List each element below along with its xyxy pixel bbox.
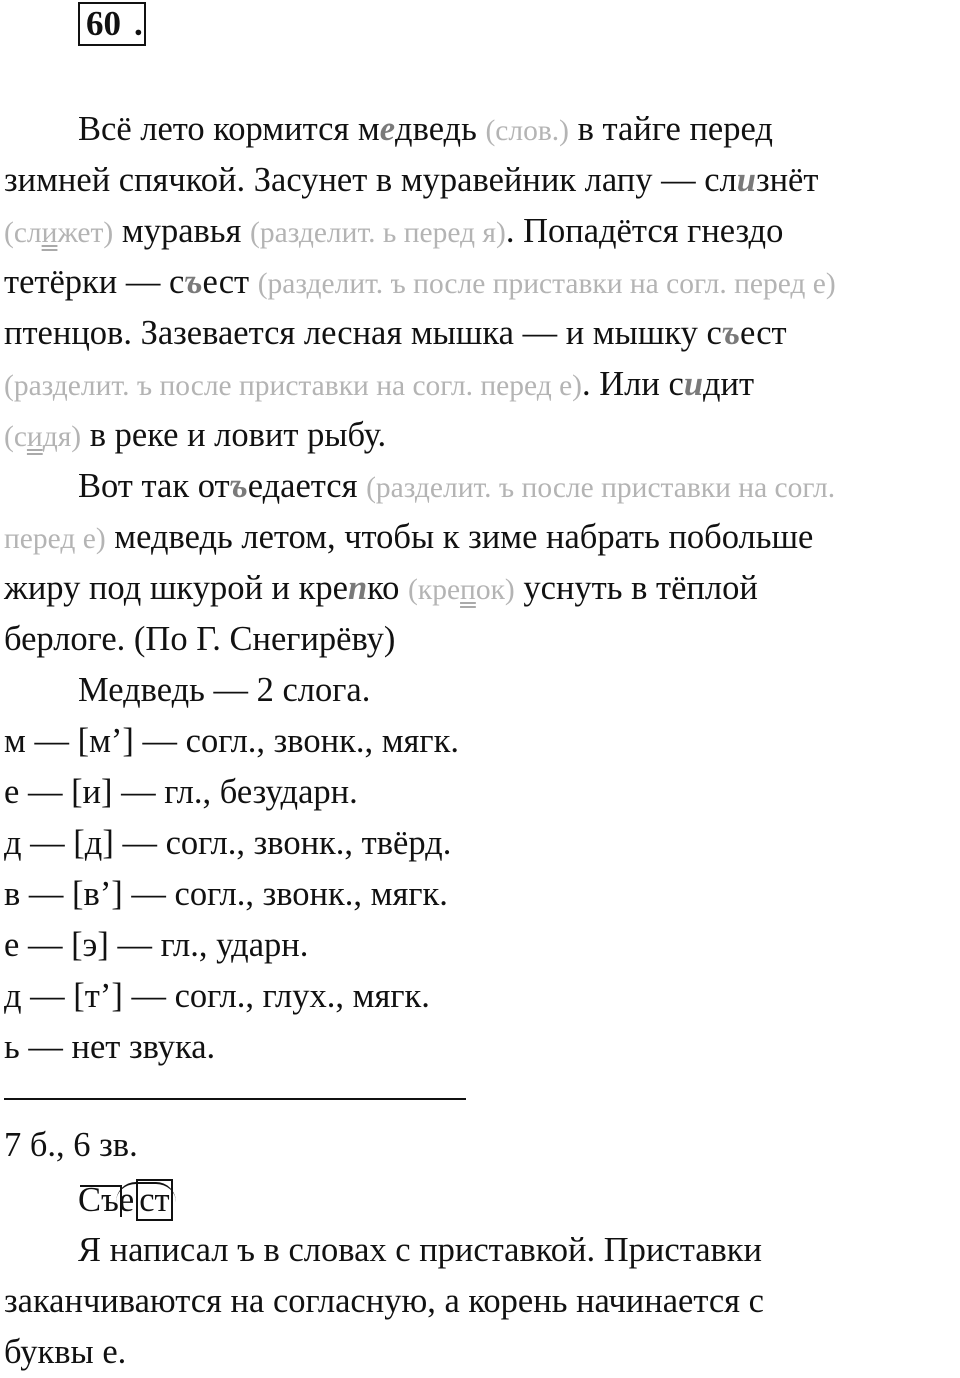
text-line-10: жиру под шкурой и крепко (крепок) уснуть в тёплой xyxy=(4,569,758,607)
morpheme-word xyxy=(78,1180,173,1220)
analysis-row: е — [э] — гл., ударн. xyxy=(4,926,309,964)
conclusion-line: заканчиваются на согласную, а корень начинается с xyxy=(4,1282,764,1320)
text-line-4: тетёрки — съест (разделит. ъ после приставки на согл. перед е) xyxy=(4,263,836,301)
analysis-row: ь — нет звука. xyxy=(4,1028,216,1066)
analysis-title: Медведь — 2 слога. xyxy=(78,671,371,709)
text-line-5: птенцов. Зазевается лесная мышка — и мышку съест xyxy=(4,314,787,352)
morpheme-hard-sign: ъ xyxy=(101,1181,119,1219)
analysis-row: е — [и] — гл., безударн. xyxy=(4,773,358,811)
morpheme-suffix: ст xyxy=(136,1179,172,1221)
analysis-row: д — [д] — согл., звонк., твёрд. xyxy=(4,824,452,862)
conclusion-line: буквы е. xyxy=(4,1333,127,1371)
root-arc-mark xyxy=(116,1182,176,1202)
exercise-number-dot: . xyxy=(134,4,143,43)
analysis-row: в — [в’] — согл., звонк., мягк. xyxy=(4,875,448,913)
text-line-7: (сидя) в реке и ловит рыбу. xyxy=(4,416,387,454)
text-line-11: берлоге. (По Г. Снегирёву) xyxy=(4,620,396,658)
text-line-2: зимней спячкой. Засунет в муравейник лапу — слизнёт xyxy=(4,161,819,199)
text-line-6: (разделит. ъ после приставки на согл. перед е). Или сидит xyxy=(4,365,755,403)
text-line-1: Всё лето кормится медведь (слов.) в тайге перед xyxy=(78,110,773,148)
conclusion-line: Я написал ъ в словах с приставкой. Приставки xyxy=(78,1231,763,1269)
analysis-summary: 7 б., 6 зв. xyxy=(4,1126,138,1164)
morpheme-parse xyxy=(78,1180,173,1220)
divider-line xyxy=(4,1098,466,1100)
analysis-row: м — [м’] — согл., звонк., мягк. xyxy=(4,722,459,760)
exercise-number: 60 xyxy=(86,4,121,43)
morpheme-root: е xyxy=(118,1181,135,1219)
text-line-3: (слижет) муравья (разделит. ь перед я). Попадётся гнездо xyxy=(4,212,784,250)
text-line-9: перед е) медведь летом, чтобы к зиме набрать побольше xyxy=(4,518,814,556)
morpheme-prefix: С xyxy=(78,1181,102,1219)
text-line-8: Вот так отъедается (разделит. ъ после приставки на согл. xyxy=(78,467,836,505)
analysis-row: д — [т’] — согл., глух., мягк. xyxy=(4,977,430,1015)
